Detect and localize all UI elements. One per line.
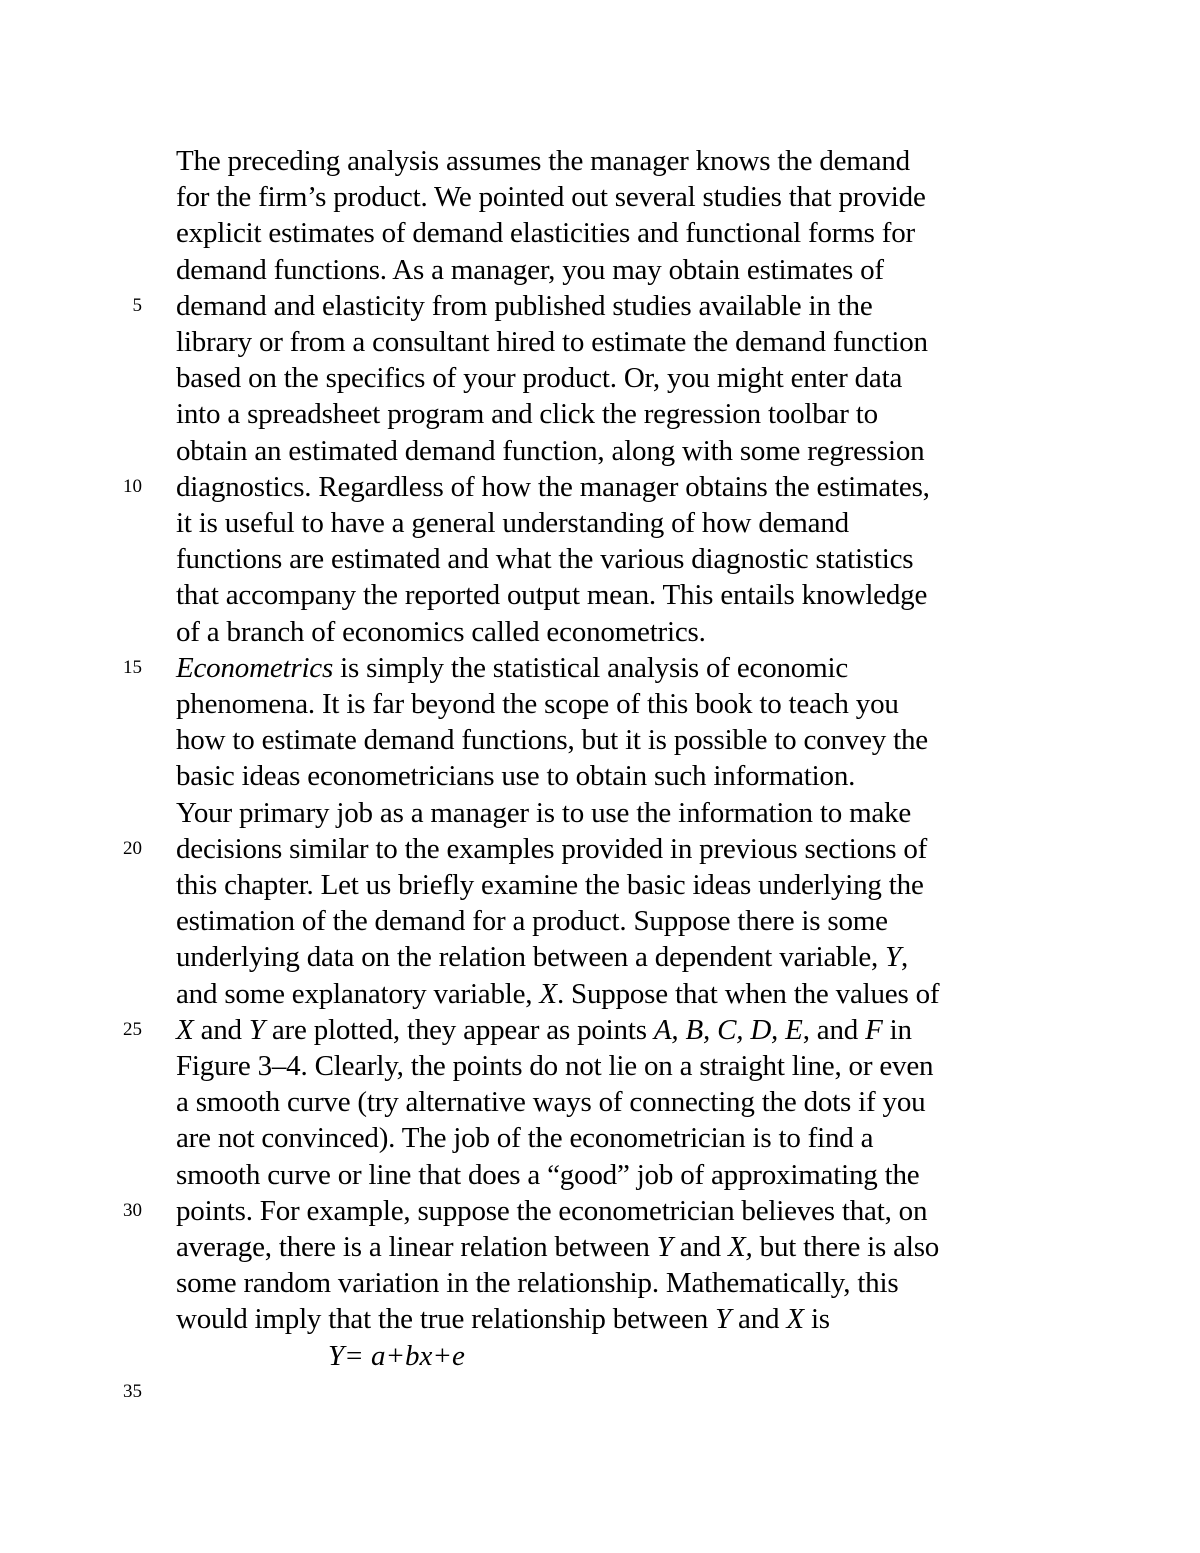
text-run: of a branch of economics called econometrics. [176, 615, 706, 648]
text-run: would imply that the true relationship between [176, 1303, 716, 1336]
text-line [176, 541, 913, 577]
italic-text: X [786, 1303, 804, 1336]
text-run: this chapter. Let us briefly examine the basic ideas underlying the [176, 869, 924, 901]
text-line [176, 1301, 830, 1337]
text-run: explicit estimates of demand elasticities and functional forms for [176, 217, 915, 250]
text-line [176, 252, 884, 288]
italic-text: X [539, 977, 557, 1010]
text-run: library or from a consultant hired to estimate the demand function [176, 326, 928, 358]
italic-text: Y [248, 1013, 265, 1046]
line-number: 15 [123, 656, 142, 678]
text-line [176, 1229, 939, 1265]
text-line [176, 722, 928, 758]
italic-text: Econometrics [176, 651, 334, 684]
text-run: are plotted, they appear as points [264, 1013, 654, 1046]
text-line [176, 1048, 933, 1084]
text-run: how to estimate demand functions, but it is possible to convey the [176, 724, 928, 757]
text-line [176, 903, 888, 939]
text-run: a smooth curve (try alternative ways of connecting the dots if you [176, 1086, 926, 1119]
text-run: obtain an estimated demand function, along with some regression [176, 434, 925, 467]
text-run: is simply the statistical analysis of economic [333, 651, 848, 684]
text-run: into a spreadsheet program and click the regression toolbar to [176, 398, 878, 431]
text-run: it is useful to have a general understanding of how demand [176, 507, 849, 539]
text-run: and [731, 1303, 787, 1336]
text-run: based on the specifics of your product. Or, you might enter data [176, 362, 903, 395]
text-line [176, 288, 873, 324]
equation: Y= a+bx+e [328, 1339, 465, 1372]
text-run: average, there is a linear relation between [176, 1231, 657, 1263]
line-number: 5 [132, 294, 142, 316]
text-line [176, 614, 706, 650]
text-line [176, 469, 930, 505]
text-line [176, 976, 939, 1012]
text-line [176, 324, 928, 360]
text-run: is [803, 1303, 830, 1336]
text-run: , and [802, 1013, 866, 1046]
text-run: that accompany the reported output mean. This entails knowledge [176, 579, 928, 612]
text-run: diagnostics. Regardless of how the manager obtains the estimates, [176, 470, 930, 503]
italic-text: Y [656, 1231, 673, 1263]
text-run: and [672, 1231, 729, 1263]
line-number: 30 [123, 1199, 142, 1221]
italic-text: X [176, 1013, 194, 1046]
text-run: basic ideas econometricians use to obtain such information. [176, 760, 856, 793]
text-line [176, 1120, 873, 1156]
text-run: some random variation in the relationship. Mathematically, this [176, 1267, 899, 1300]
text-run: are not convinced). The job of the econometrician is to find a [176, 1122, 874, 1155]
text-line [176, 360, 902, 396]
text-run: smooth curve or line that does a “good” job of approximating the [176, 1158, 920, 1191]
line-number: 35 [123, 1380, 142, 1402]
text-run: points. For example, suppose the econometrician believes that, on [176, 1194, 928, 1227]
text-run: decisions similar to the examples provided in previous sections of [176, 832, 928, 865]
text-run: demand and elasticity from published studies available in the [176, 289, 873, 322]
text-line [176, 758, 855, 794]
text-run: and [193, 1013, 249, 1046]
text-line [176, 686, 899, 722]
text-run: . Suppose that when the values of [556, 977, 940, 1010]
text-run: phenomena. It is far beyond the scope of this book to teach you [176, 688, 899, 720]
text-line [176, 577, 927, 613]
italic-text: A, B, C, D, E [653, 1013, 803, 1046]
text-run: Figure 3–4. Clearly, the points do not lie on a straight line, or even [176, 1050, 934, 1082]
text-run: , [901, 941, 909, 974]
text-line [176, 939, 908, 975]
text-line [176, 650, 848, 686]
italic-text: Y [885, 941, 902, 974]
text-line [176, 1193, 927, 1229]
text-run: The preceding analysis assumes the manager knows the demand [176, 145, 910, 177]
line-number: 10 [123, 475, 142, 497]
text-line [176, 505, 849, 541]
italic-text: F [865, 1013, 883, 1046]
text-run: and some explanatory variable, [176, 977, 540, 1010]
text-run: estimation of the demand for a product. Suppose there is some [176, 905, 888, 938]
text-line [176, 867, 924, 903]
text-line [176, 396, 878, 432]
text-run: demand functions. As a manager, you may obtain estimates of [176, 253, 884, 286]
text-run: functions are estimated and what the various diagnostic statistics [176, 543, 914, 576]
text-line [176, 1157, 919, 1193]
text-line [176, 1012, 912, 1048]
text-line [176, 433, 924, 469]
text-run: Your primary job as a manager is to use the information to make [176, 796, 912, 829]
line-number: 25 [123, 1018, 142, 1040]
line-number: 20 [123, 837, 142, 859]
text-run: but there is also [752, 1231, 940, 1263]
text-line [176, 143, 910, 179]
text-line [176, 1084, 925, 1120]
text-line [176, 831, 927, 867]
italic-text: X, [728, 1231, 753, 1263]
text-line [176, 215, 915, 251]
text-line [176, 795, 911, 831]
text-run: in [882, 1013, 912, 1046]
italic-text: Y [715, 1303, 731, 1336]
text-run: for the firm’s product. We pointed out several studies that provide [176, 181, 926, 214]
text-run: underlying data on the relation between a dependent variable, [176, 941, 886, 974]
text-line [176, 179, 926, 215]
text-line [176, 1265, 898, 1301]
